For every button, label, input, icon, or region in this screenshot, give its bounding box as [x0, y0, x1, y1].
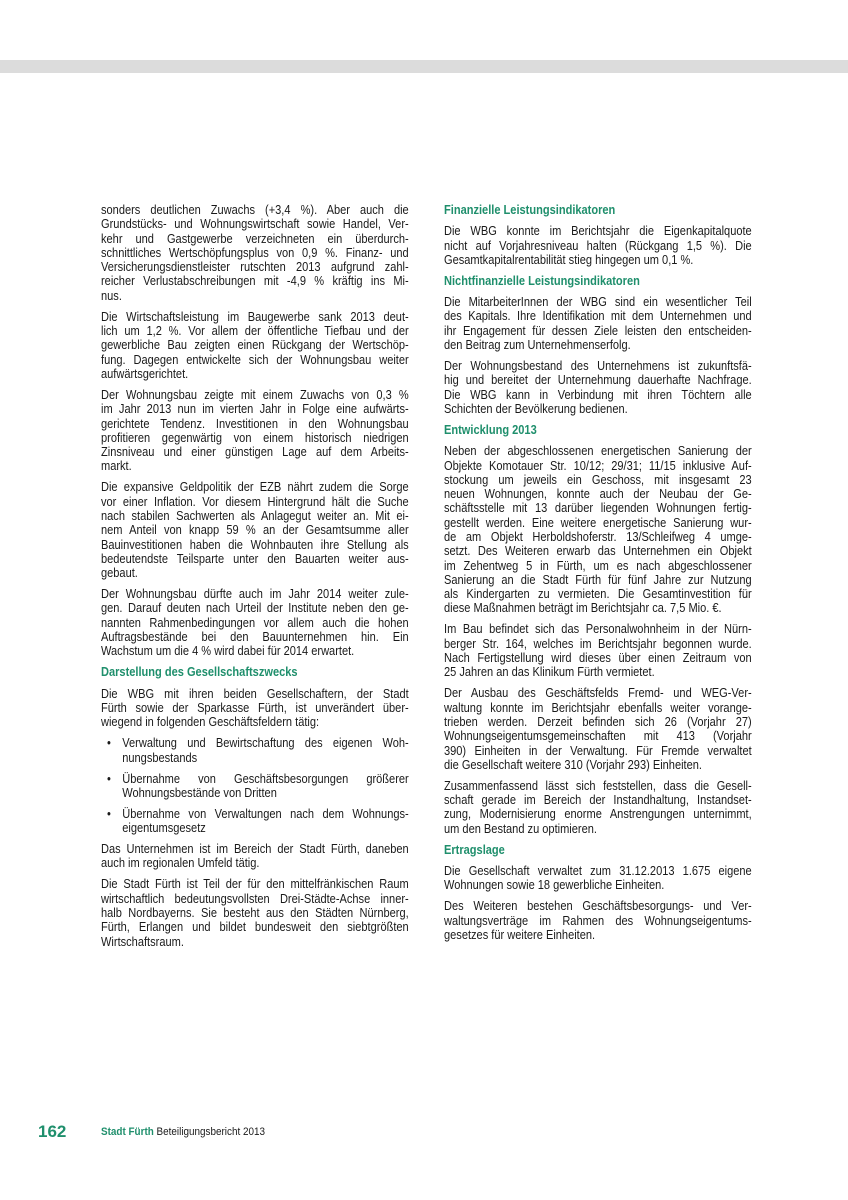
text-line: wirtschaftlich bedeutungsvollsten Drei-Städte-Achse inner- — [101, 890, 409, 906]
section-heading: Finanzielle Leistungsindikatoren — [444, 202, 616, 217]
text-line: schnittliches Wertschöpfungsplus von 0,9 %. Finanz- und — [101, 244, 409, 260]
text-line: Die Wirtschaftsleistung im Baugewerbe sank 2013 deut- — [101, 308, 409, 324]
text-line: Des Weiteren bestehen Geschäftsbesorgungs- und Ver- — [444, 898, 752, 914]
text-line: Die WBG konnte im Berichtsjahr die Eigenkapitalquote — [444, 223, 752, 239]
paragraph — [444, 444, 752, 616]
text-line: gerichtete Tendenz. Investitionen in den Wohnungsbau — [101, 415, 409, 431]
text-line: sonders deutlichen Zuwachs (+3,4 %). Aber auch die — [101, 202, 409, 217]
text-line: schäftsstelle mit 13 darüber liegenden Wohnungen fertig- — [444, 500, 752, 516]
text-line: Übernahme von Verwaltungen nach dem Wohnungs- — [122, 805, 409, 821]
text-line: Die WBG kann in Verbindung mit ihren Töchtern alle — [444, 386, 752, 402]
text-line: gewerbliche Bau zeigten einen Rückgang der Wertschöp- — [101, 337, 409, 353]
text-line: gestellt werden. Eine weitere energetische Sanierung wur- — [444, 514, 752, 530]
paragraph — [444, 779, 752, 836]
text-line: Objekte Komotauer Str. 10/12; 29/31; 11/15 inklusive Auf- — [444, 457, 752, 473]
text-line: nus. — [101, 287, 122, 303]
text-line: berger Str. 164, welches im Berichtsjahr begonnen wurde. — [444, 635, 752, 651]
paragraph — [101, 877, 409, 948]
text-line: Grundstücks- und Wohnungswirtschaft sowie Handel, Ver- — [101, 216, 409, 232]
page-number: 162 — [38, 1122, 67, 1141]
bullet-list-item — [101, 772, 409, 801]
text-line: Die Gesellschaft verwaltet zum 31.12.2013 1.675 eigene — [444, 862, 752, 878]
text-line: als Kindergarten zu vermieten. Die Gesamtinvestition für — [444, 586, 752, 602]
text-line: 25 Jahren an das Klinikum Fürth vermietet. — [444, 664, 655, 680]
text-line: Der Wohnungsbestand des Unternehmens ist zukunftsfä- — [444, 358, 752, 374]
text-line: Der Wohnungsbau dürfte auch im Jahr 2014 weiter zule- — [101, 586, 409, 602]
text-line: im Jahr 2013 nun im vierten Jahr in Folge eine aufwärts- — [101, 401, 409, 417]
text-line: nungsbestands — [122, 749, 198, 765]
text-line: markt. — [101, 458, 132, 474]
text-line: Wohnungsbestände von Dritten — [122, 784, 277, 800]
text-line: fung. Dagegen entwickelte sich der Wohnungsbau weiter — [101, 351, 409, 367]
text-line: um den Bestand zu optimieren. — [444, 820, 597, 836]
section-heading: Ertragslage — [444, 841, 505, 857]
text-line: halb Nordbayerns. Sie besteht aus den Städten Nürnberg, — [101, 904, 409, 920]
text-line: diese Maßnahmen beträgt im Berichtsjahr ca. 7,5 Mio. €. — [444, 600, 722, 616]
paragraph — [101, 310, 409, 381]
text-line: kehr und Gastgewerbe verzeichneten ein überdurch- — [101, 230, 409, 246]
text-line: bedeutendste Teilsparte unter den Bauarten weiter aus- — [101, 550, 409, 566]
text-line: waltung konnte im Berichtsjahr ebenfalls weiter vorange- — [444, 699, 752, 715]
bullet-list-item — [101, 736, 409, 765]
text-line: Der Wohnungsbau zeigte mit einem Zuwachs von 0,3 % — [101, 386, 409, 402]
text-line: aufwärtsgerichtet. — [101, 365, 189, 381]
paragraph — [444, 359, 752, 416]
text-line: Wohnungen sowie 18 gewerbliche Einheiten. — [444, 877, 665, 893]
text-line: Fürth sowie der Sparkasse Fürth, ist unverändert über- — [101, 699, 409, 715]
text-line: Das Unternehmen ist im Bereich der Stadt Fürth, daneben — [101, 841, 409, 857]
left-column — [101, 203, 409, 956]
paragraph — [444, 899, 752, 942]
text-line: den Beitrag zum Unternehmenserfolg. — [444, 337, 631, 353]
bullet-list-item — [101, 807, 409, 836]
text-line: nannten Rahmenbedingungen vor allem auch die hohen — [101, 614, 409, 630]
text-line: wiegend in folgenden Geschäftsfeldern tätig: — [101, 714, 320, 730]
text-line: des Kapitals. Ihre Identifikation mit dem Unternehmen und — [444, 308, 752, 324]
text-line: 390) Einheiten in der Verwaltung. Für Fremde verwaltet — [444, 742, 752, 758]
text-line: Die WBG mit ihren beiden Gesellschaftern, der Stadt — [101, 685, 409, 701]
text-line: nem Anteil von knapp 59 % an der Gesamtsumme aller — [101, 522, 409, 538]
text-line: Nach Fertigstellung wird dieses über einen Zeitraum von — [444, 650, 752, 666]
bullet-icon: • — [106, 805, 111, 821]
text-line: hig und bereitet der Unternehmung dauerhafte Nachfrage. — [444, 372, 752, 388]
page-footer — [0, 1122, 848, 1142]
top-gray-bar — [0, 60, 848, 73]
paragraph — [101, 842, 409, 871]
text-line: Die Stadt Fürth ist Teil der für den mittelfränkischen Raum — [101, 876, 409, 892]
text-line: Auftragsbestände bei den Bauunternehmen hin. Ein — [101, 629, 409, 645]
paragraph — [444, 864, 752, 893]
paragraph — [444, 622, 752, 679]
text-line: Zusammenfassend lässt sich feststellen, dass die Gesell- — [444, 777, 752, 793]
text-line: stockung um jeweils ein Geschoss, mit insgesamt 23 — [444, 471, 752, 487]
paragraph — [444, 686, 752, 772]
section-heading: Nichtfinanzielle Leistungsindikatoren — [444, 272, 640, 288]
paragraph — [444, 295, 752, 352]
section-heading: Entwicklung 2013 — [444, 421, 537, 437]
text-line: schaft gerade im Bereich der Instandhaltung, Instandset- — [444, 792, 752, 808]
right-column — [444, 203, 752, 949]
text-line: Schichten der Bevölkerung bedienen. — [444, 400, 628, 416]
text-line: neuen Wohnungen, konnte auch der Neubau der Ge- — [444, 486, 752, 502]
text-line: Der Ausbau des Geschäftsfelds Fremd- und WEG-Ver- — [444, 685, 752, 701]
section-heading: Darstellung des Gesellschaftszwecks — [101, 664, 298, 680]
text-line: Übernahme von Geschäftsbesorgungen größerer — [122, 770, 409, 786]
paragraph — [444, 224, 752, 267]
footer-brand: Stadt Fürth — [101, 1126, 154, 1138]
text-line: Gesamtkapitalrentabilität stieg hingegen um 0,1 %. — [444, 251, 694, 267]
text-line: im Zehentweg 5 in Fürth, um es nach abgeschlossener — [444, 557, 752, 573]
text-line: ihr Engagement für dessen Ziele leisten den entscheiden- — [444, 322, 752, 338]
text-line: auch im regionalen Umfeld tätig. — [101, 855, 260, 871]
text-line: profitieren gegenwärtig von einem historisch niedrigen — [101, 429, 409, 445]
text-line: eigentumsgesetz — [122, 820, 206, 836]
text-line: Wohnungseigentumsgemeinschaften mit 413 (Vorjahr — [444, 728, 752, 744]
text-line: lich um 1,2 %. Vor allem der öffentliche Tiefbau und der — [101, 323, 409, 339]
text-line: Zinsniveau und einer günstigen Lage auf dem Arbeits- — [101, 444, 409, 460]
text-line: Im Bau befindet sich das Personalwohnheim in der Nürn- — [444, 621, 752, 637]
text-line: Die MitarbeiterInnen der WBG sind ein wesentlicher Teil — [444, 294, 752, 310]
text-line: gebaut. — [101, 565, 138, 581]
paragraph — [101, 687, 409, 730]
footer-title — [101, 1126, 265, 1138]
paragraph — [101, 388, 409, 474]
text-line: Wirtschaftsraum. — [101, 933, 184, 949]
text-line: Fürth, Erlangen und bildet bundesweit den siebtgrößten — [101, 919, 409, 935]
text-line: reicher Verlustabschreibungen mit -4,9 % kräftig ins Mi- — [101, 273, 409, 289]
bullet-icon: • — [106, 735, 111, 751]
text-line: Die expansive Geldpolitik der EZB nährt zudem die Sorge — [101, 479, 409, 495]
text-line: waltungsverträge im Rahmen des Wohnungseigentums- — [444, 912, 752, 928]
text-line: nicht auf Vorjahresniveau halten (Rückgang 1,5 %). Die — [444, 237, 752, 253]
text-line: de am Objekt Herboldshoferstr. 13/Schleifweg 4 umge- — [444, 529, 752, 544]
text-line: zung, Modernisierung enorme Anstrengungen unternimmt, — [444, 806, 752, 822]
text-line: Versicherungsdienstleister rutschten 2013 aufgrund zahl- — [101, 259, 409, 275]
text-line: gesetzes für weitere Einheiten. — [444, 926, 596, 942]
bullet-icon: • — [106, 770, 111, 786]
paragraph — [101, 587, 409, 658]
text-line: vor einer Inflation. Vor diesem Hintergrund hält die Suche — [101, 493, 409, 509]
text-line: Bauinvestitionen haben die Wohnbauten ihre Stellung als — [101, 536, 409, 552]
paragraph — [101, 203, 409, 303]
text-line: die Gesellschaft weitere 310 (Vorjahr 293) Einheiten. — [444, 756, 702, 772]
text-line: gen. Darauf deuten nach Urteil der Institute neben den ge- — [101, 600, 409, 616]
text-line: trieben werden. Derzeit befinden sich 26 (Vorjahr 27) — [444, 713, 752, 729]
text-line: setzt. Des Weiteren erwarb das Unternehmen ein Objekt — [444, 543, 752, 559]
text-line: Verwaltung und Bewirtschaftung des eigenen Woh- — [122, 735, 409, 751]
text-line: Wachstum um die 4 % wird dabei für 2014 erwartet. — [101, 643, 355, 659]
paragraph — [101, 480, 409, 580]
text-line: nach stabilen Sachwerten als Anlagegut weiter an. Mit ei- — [101, 508, 409, 523]
footer-report-title: Beteiligungsbericht 2013 — [156, 1126, 265, 1138]
text-line: Neben der abgeschlossenen energetischen Sanierung der — [444, 443, 752, 459]
text-line: Sanierung an die Stadt Fürth für fünf Jahre zur Nutzung — [444, 571, 752, 587]
